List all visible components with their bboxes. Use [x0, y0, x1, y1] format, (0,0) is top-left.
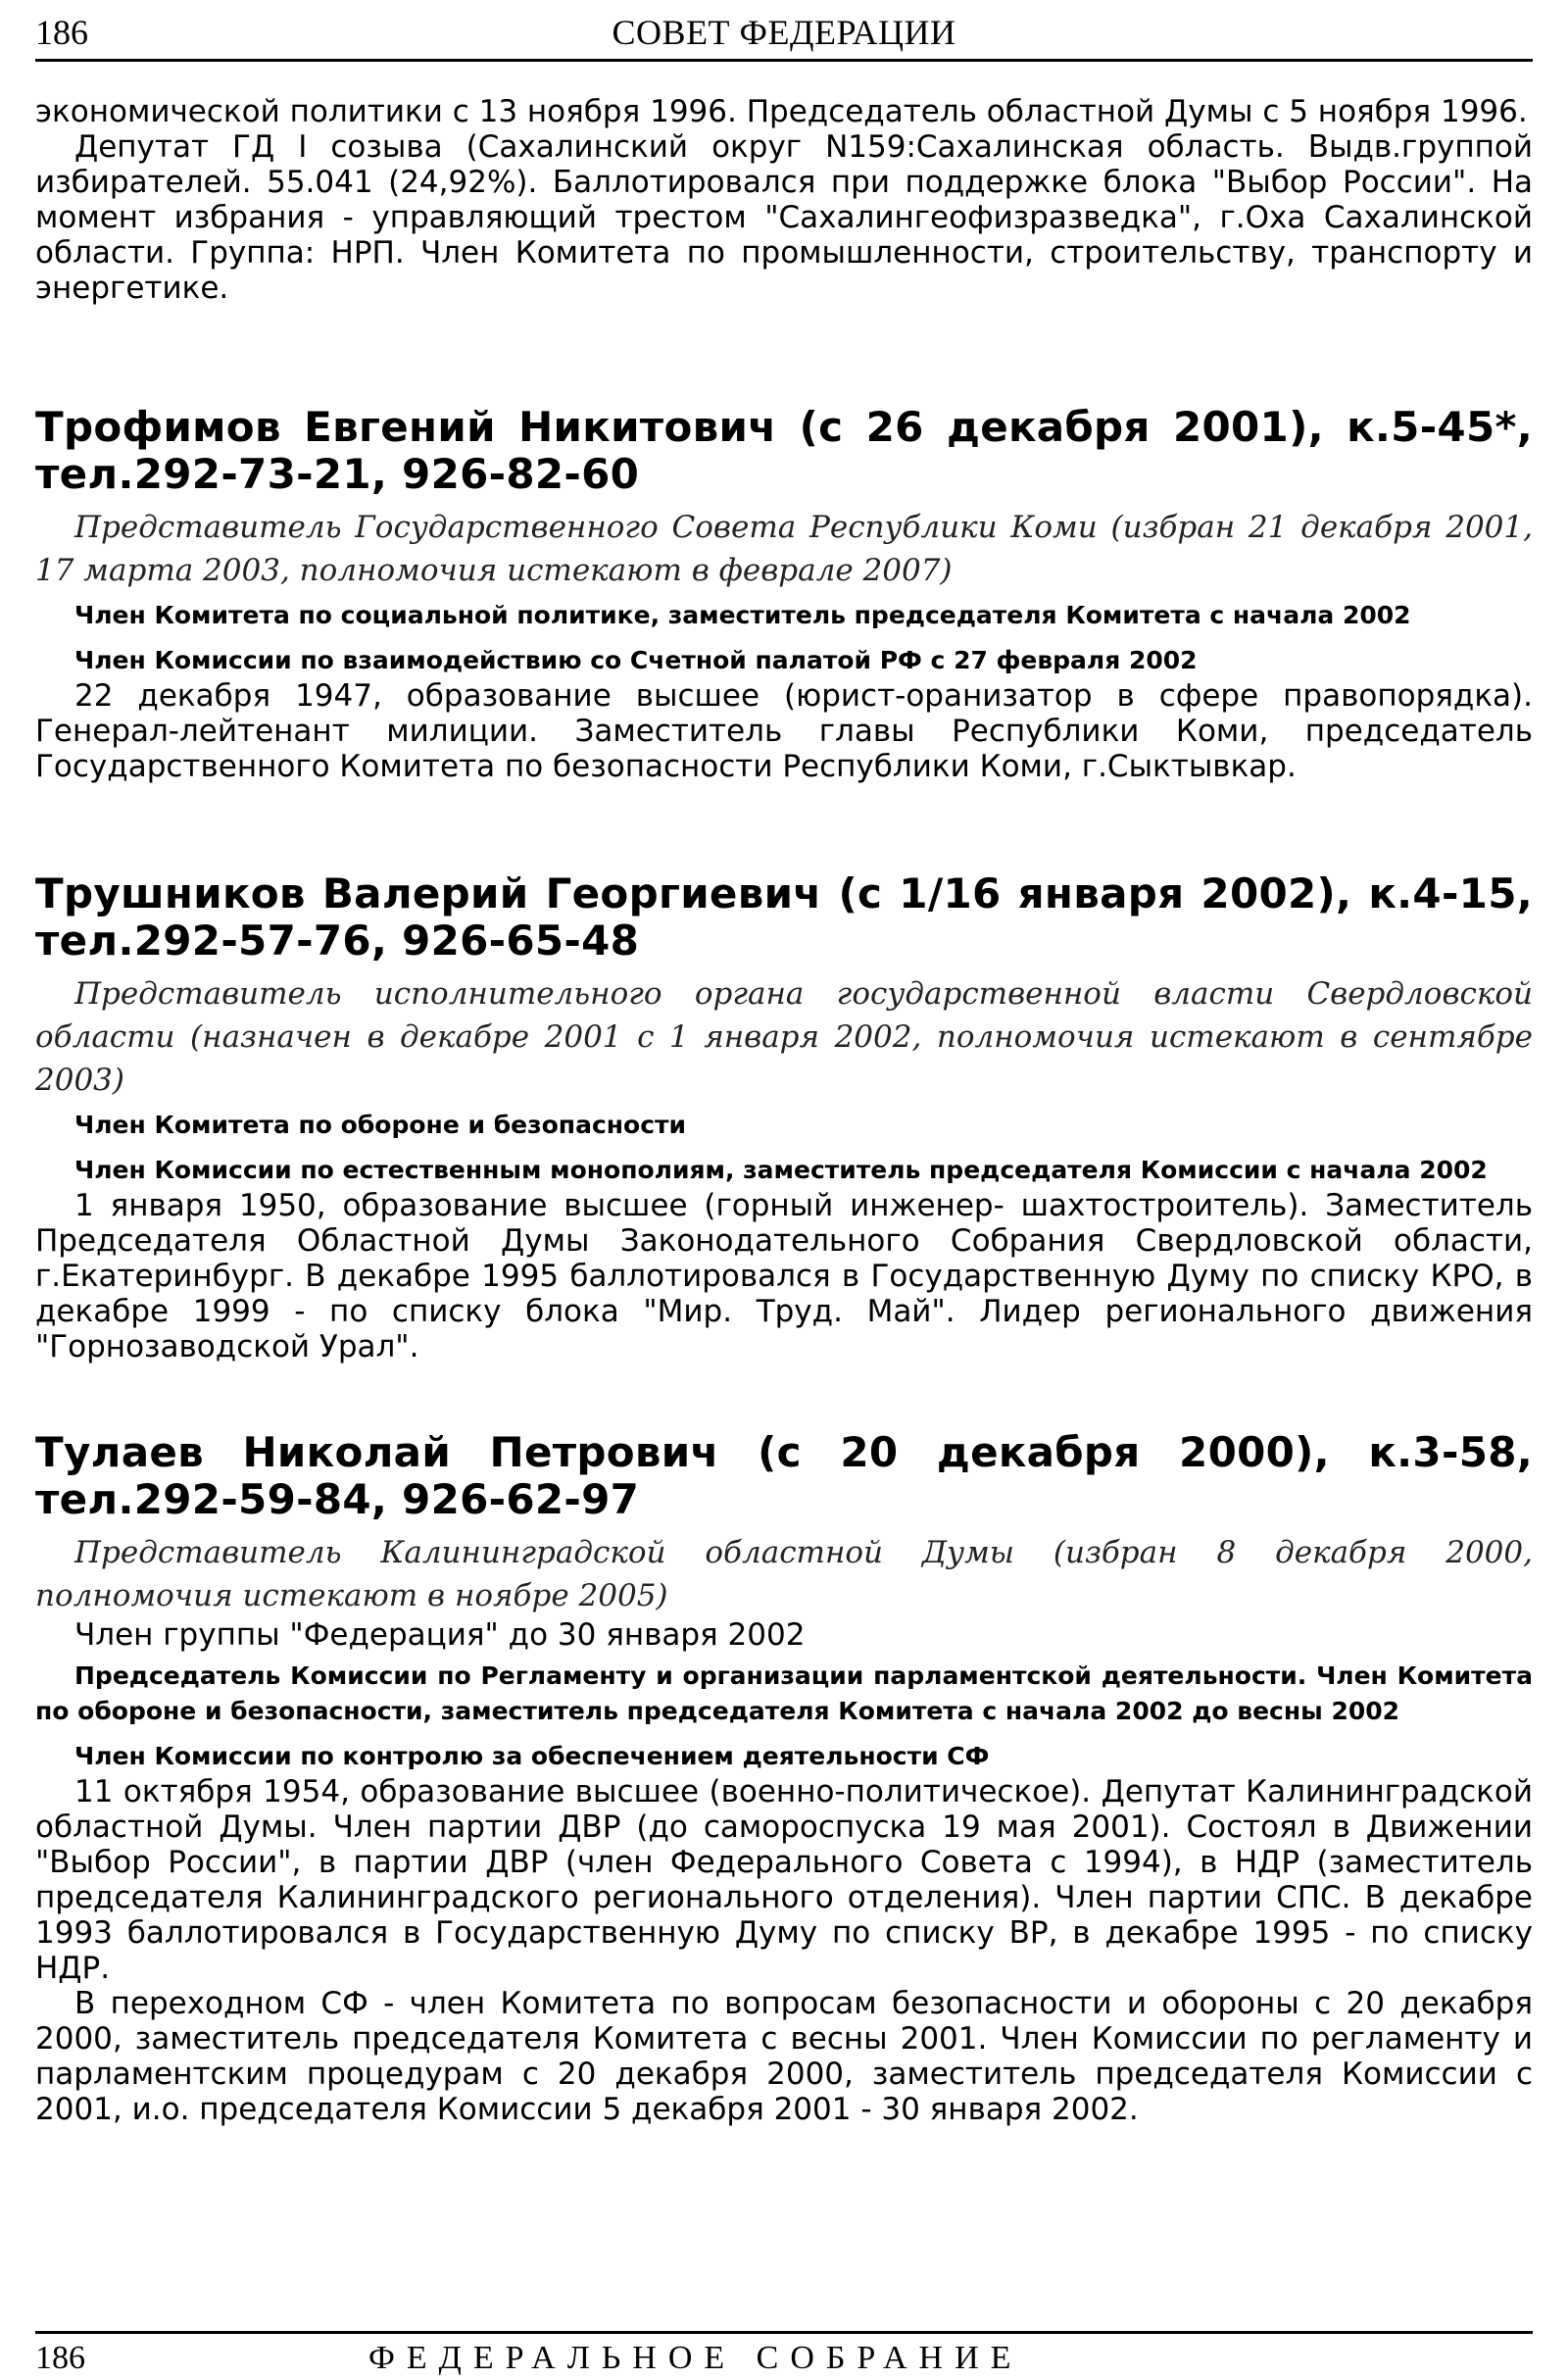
- header-rule: [35, 59, 1533, 62]
- entry-heading: Тулаев Николай Петрович (с 20 декабря 2000), к.3-58, тел.292-59-84, 926-62-97: [35, 1428, 1533, 1523]
- page-body: [35, 94, 1533, 2127]
- entry-role: Представитель Калининградской областной Думы (избран 8 декабря 2000, полномочия истекают в ноябре 2005): [35, 1535, 1533, 1613]
- entry-heading: Трушников Валерий Георгиевич (с 1/16 января 2002), к.4-15, тел.292-57-76, 926-65-48: [35, 869, 1533, 965]
- entry-membership: Член Комиссии по контролю за обеспечением деятельности СФ: [74, 1742, 990, 1770]
- section-spacer: [35, 784, 1533, 870]
- footer-title: ФЕДЕРАЛЬНОЕ СОБРАНИЕ: [368, 2340, 1023, 2376]
- intro-continuation: экономической политики с 13 ноября 1996. Председатель областной Думы с 5 ноября 1996.: [35, 94, 1528, 129]
- footer-rule: [35, 2331, 1533, 2334]
- entry-trofimov: [35, 404, 1533, 784]
- running-header: [35, 8, 1533, 57]
- entry-membership: Член Комитета по обороне и безопасности: [74, 1111, 687, 1139]
- entry-bio: 22 декабря 1947, образование высшее (юрист-оранизатор в сфере правопорядка). Генерал-лейтенант милиции. Заместитель главы Республики Коми, председатель Государственного Комитета по безопасности Республики Коми, г.Сыктывкар.: [35, 678, 1533, 784]
- entry-bio: В переходном СФ - член Комитета по вопросам безопасности и обороны с 20 декабря 2000, заместитель председателя Комитета с весны 2001. Член Комиссии по регламенту и парламентским процедурам с 20 декабря 2000, заместитель председателя Комиссии с 2001, и.о. председателя Комиссии 5 декабря 2001 - 30 января 2002.: [35, 1986, 1533, 2127]
- entry-trushnikov: [35, 870, 1533, 1364]
- entry-role: Представитель исполнительного органа государственной власти Свердловской области (назначен в декабре 2001 с 1 января 2002, полномочия истекают в сентябре 2003): [35, 976, 1533, 1098]
- header-page-number: 186: [35, 13, 88, 52]
- header-title: СОВЕТ ФЕДЕРАЦИИ: [612, 13, 956, 52]
- entry-membership: Член Комиссии по естественным монополиям, заместитель председателя Комиссии с начала 2002: [74, 1156, 1488, 1184]
- entry-group: Член группы "Федерация" до 30 января 2002: [74, 1617, 806, 1653]
- entry-membership: Председатель Комиссии по Регламенту и организации парламентской деятельности. Член Комитета по обороне и безопасности, заместитель председателя Комитета с начала 2002 до весны 2002: [35, 1661, 1533, 1725]
- entry-membership: Член Комиссии по взаимодействию со Счетной палатой РФ с 27 февраля 2002: [74, 646, 1198, 674]
- running-footer: [35, 2339, 1533, 2378]
- section-spacer: [35, 1364, 1533, 1429]
- entry-heading: Трофимов Евгений Никитович (с 26 декабря 2001), к.5-45*, тел.292-73-21, 926-82-60: [35, 403, 1533, 498]
- entry-bio: 11 октября 1954, образование высшее (военно-политическое). Депутат Калининградской областной Думы. Член партии ДВР (до самороспуска 19 мая 2001). Состоял в Движении "Выбор России", в партии ДВР (член Федерального Совета с 1994), в НДР (заместитель председателя Калининградского регионального отделения). Член партии СПС. В декабре 1993 баллотировался в Государственную Думу по списку ВР, в декабре 1995 - по списку НДР.: [35, 1774, 1533, 1986]
- footer-page-number: 186: [35, 2340, 85, 2376]
- entry-bio: 1 января 1950, образование высшее (горный инженер- шахтостроитель). Заместитель Председателя Областной Думы Законодательного Собрания Свердловской области, г.Екатеринбург. В декабре 1995 баллотировался в Государственную Думу по списку КРО, в декабре 1999 - по списку блока "Мир. Труд. Май". Лидер регионального движения "Горнозаводской Урал".: [35, 1188, 1533, 1364]
- entry-role: Представитель Государственного Совета Республики Коми (избран 21 декабря 2001, 17 марта 2003, полномочия истекают в феврале 2007): [35, 510, 1533, 588]
- section-spacer: [35, 306, 1533, 404]
- entry-membership: Член Комитета по социальной политике, заместитель председателя Комитета с начала 2002: [74, 601, 1411, 629]
- entry-tulaev: [35, 1429, 1533, 2127]
- intro-paragraph: Депутат ГД I созыва (Сахалинский округ N159:Сахалинская область. Выдв.группой избирателей. 55.041 (24,92%). Баллотировался при поддержке блока "Выбор России". На момент избрания - управляющий трестом "Сахалингеофизразведка", г.Оха Сахалинской области. Группа: НРП. Член Комитета по промышленности, строительству, транспорту и энергетике.: [35, 129, 1533, 306]
